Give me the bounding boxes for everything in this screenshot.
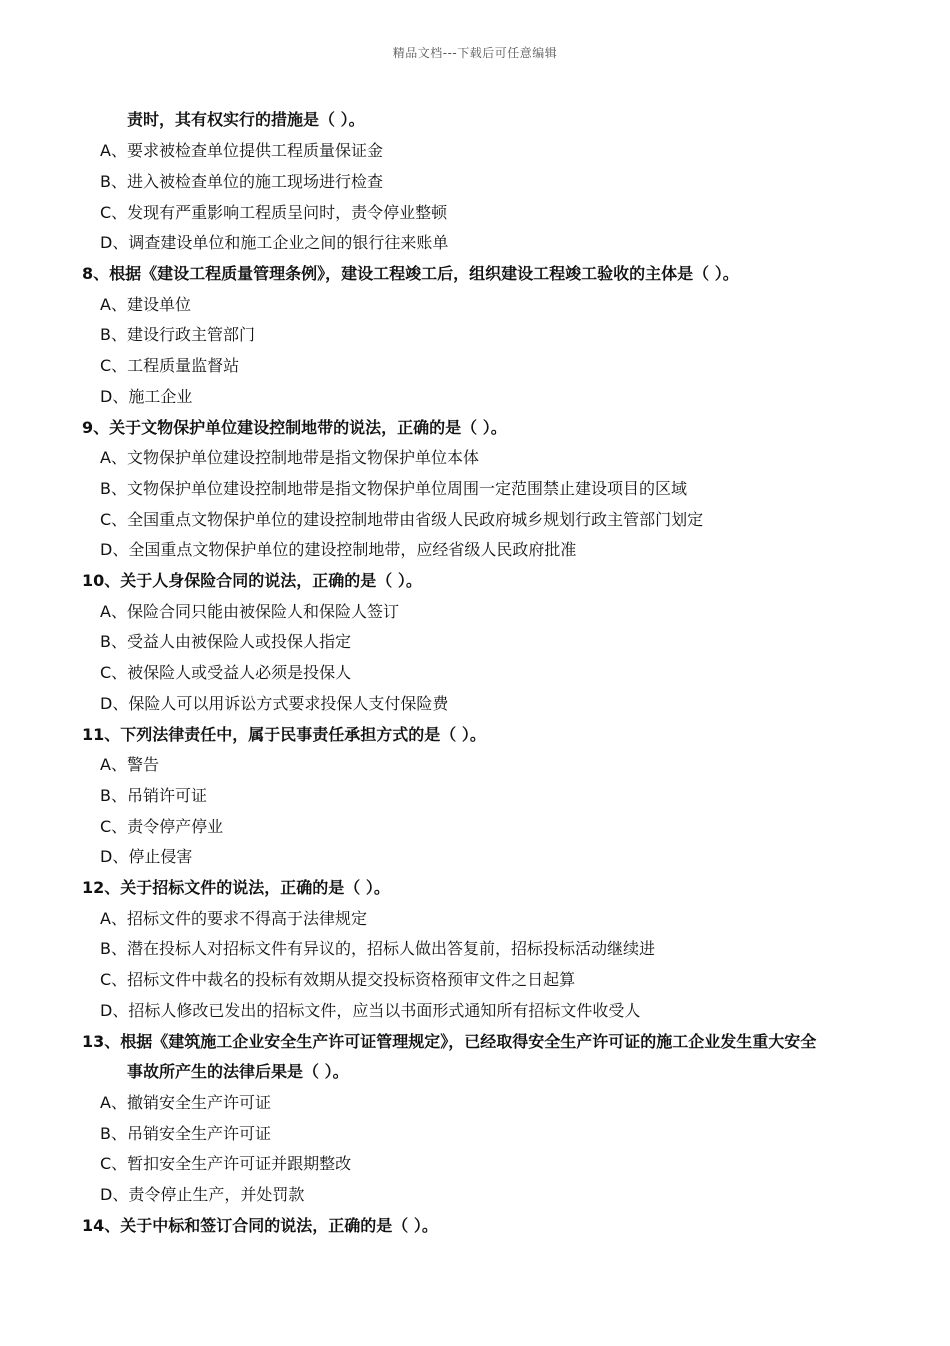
option-line: A、文物保护单位建设控制地带是指文物保护单位本体 <box>100 448 479 467</box>
question-10: 10、关于人身保险合同的说法，正确的是（ ）。 <box>82 571 422 590</box>
option-line: D、调查建设单位和施工企业之间的银行往来账单 <box>100 233 449 252</box>
question-12: 12、关于招标文件的说法，正确的是（ ）。 <box>82 878 390 897</box>
question-continuation: 事故所产生的法律后果是（ ）。 <box>127 1062 349 1081</box>
option-line: C、责令停产停业 <box>100 817 224 836</box>
option-line: B、进入被检查单位的施工现场进行检查 <box>100 172 383 191</box>
option-line: D、停止侵害 <box>100 847 193 866</box>
option-line: C、工程质量监督站 <box>100 356 240 375</box>
question-continuation: 责时，其有权实行的措施是（ ）。 <box>127 110 365 129</box>
option-line: A、招标文件的要求不得高于法律规定 <box>100 909 367 928</box>
option-line: B、吊销安全生产许可证 <box>100 1124 271 1143</box>
option-line: D、施工企业 <box>100 387 193 406</box>
option-line: B、潜在投标人对招标文件有异议的，招标人做出答复前，招标投标活动继续进 <box>100 939 655 958</box>
question-14: 14、关于中标和签订合同的说法，正确的是（ ）。 <box>82 1216 438 1235</box>
option-line: B、受益人由被保险人或投保人指定 <box>100 632 351 651</box>
option-line: C、全国重点文物保护单位的建设控制地带由省级人民政府城乡规划行政主管部门划定 <box>100 510 704 529</box>
question-8: 8、根据《建设工程质量管理条例》，建设工程竣工后，组织建设工程竣工验收的主体是（ ）。 <box>82 264 739 283</box>
option-line: B、建设行政主管部门 <box>100 325 255 344</box>
option-line: D、全国重点文物保护单位的建设控制地带，应经省级人民政府批准 <box>100 540 577 559</box>
option-line: A、建设单位 <box>100 295 191 314</box>
question-9: 9、关于文物保护单位建设控制地带的说法，正确的是（ ）。 <box>82 418 507 437</box>
option-line: D、保险人可以用诉讼方式要求投保人支付保险费 <box>100 694 449 713</box>
page-header: 精品文档---下载后可任意编辑 <box>392 46 558 60</box>
option-line: C、招标文件中裁名的投标有效期从提交投标资格预审文件之日起算 <box>100 970 576 989</box>
option-line: B、吊销许可证 <box>100 786 207 805</box>
option-line: C、暂扣安全生产许可证并跟期整改 <box>100 1154 352 1173</box>
option-line: A、要求被检查单位提供工程质量保证金 <box>100 141 383 160</box>
option-line: B、文物保护单位建设控制地带是指文物保护单位周围一定范围禁止建设项目的区域 <box>100 479 687 498</box>
option-line: D、责令停止生产，并处罚款 <box>100 1185 305 1204</box>
option-line: C、被保险人或受益人必须是投保人 <box>100 663 352 682</box>
option-line: C、发现有严重影响工程质呈问时，责令停业整顿 <box>100 203 448 222</box>
question-13: 13、根据《建筑施工企业安全生产许可证管理规定》，已经取得安全生产许可证的施工企业发生重大安全 <box>82 1032 817 1051</box>
option-line: A、撤销安全生产许可证 <box>100 1093 271 1112</box>
option-line: D、招标人修改已发出的招标文件，应当以书面形式通知所有招标文件收受人 <box>100 1001 641 1020</box>
option-line: A、警告 <box>100 755 159 774</box>
option-line: A、保险合同只能由被保险人和保险人签订 <box>100 602 399 621</box>
question-11: 11、下列法律责任中，属于民事责任承担方式的是（ ）。 <box>82 725 486 744</box>
